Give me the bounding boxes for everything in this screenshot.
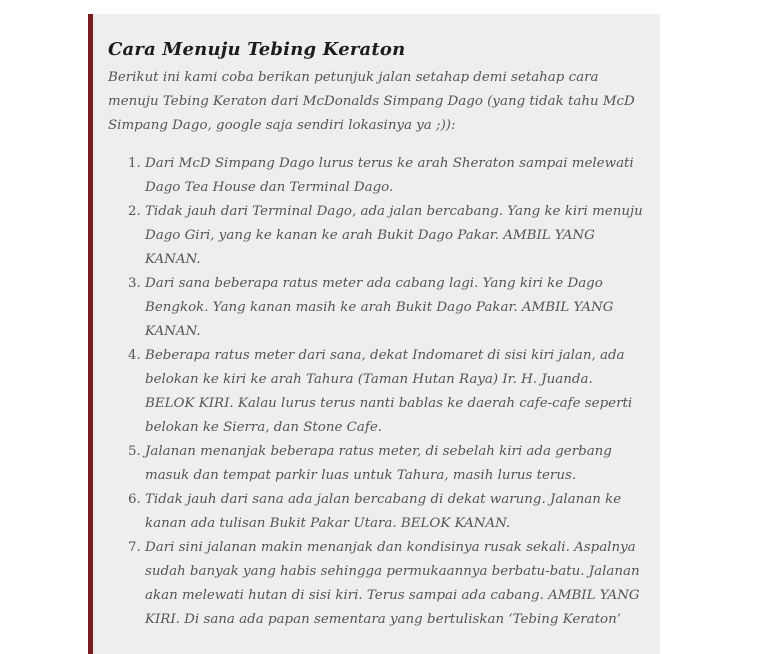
directions-list [108,152,646,632]
list-item: 7. Dari sini jalanan makin menanjak dan kondisinya rusak sekali. Aspalnya sudah banyak yang habis sehingga permukaannya berbatu-batu. Jalanan akan melewati hutan di sisi kiri. Terus sampai ada cabang. AMBIL YANG KIRI. Di sana ada papan sementara yang bertuliskan ‘Tebing Keraton’ [145,536,646,632]
list-item: 4. Beberapa ratus meter dari sana, dekat Indomaret di sisi kiri jalan, ada belokan ke kiri ke arah Tahura (Taman Hutan Raya) Ir. H. Juanda. BELOK KIRI. Kalau lurus terus nanti bablas ke daerah cafe-cafe seperti belokan ke Sierra, dan Stone Cafe. [145,344,646,440]
blockquote-box [88,14,660,654]
article-title: Cara Menuju Tebing Keraton [108,39,406,60]
list-item: 1. Dari McD Simpang Dago lurus terus ke arah Sheraton sampai melewati Dago Tea House dan Terminal Dago. [145,152,646,200]
list-item: 3. Dari sana beberapa ratus meter ada cabang lagi. Yang kiri ke Dago Bengkok. Yang kanan masih ke arah Bukit Dago Pakar. AMBIL YANG KANAN. [145,272,646,344]
list-item: 5. Jalanan menanjak beberapa ratus meter, di sebelah kiri ada gerbang masuk dan tempat parkir luas untuk Tahura, masih lurus terus. [145,440,646,488]
list-item: 2. Tidak jauh dari Terminal Dago, ada jalan bercabang. Yang ke kiri menuju Dago Giri, yang ke kanan ke arah Bukit Dago Pakar. AMBIL YANG KANAN. [145,200,646,272]
intro-paragraph: Berikut ini kami coba berikan petunjuk jalan setahap demi setahap cara menuju Tebing Keraton dari McDonalds Simpang Dago (yang tidak tahu McD Simpang Dago, google saja sendiri lokasinya ya ;)): [108,70,635,133]
list-item: 6. Tidak jauh dari sana ada jalan bercabang di dekat warung. Jalanan ke kanan ada tulisan Bukit Pakar Utara. BELOK KANAN. [145,488,646,536]
